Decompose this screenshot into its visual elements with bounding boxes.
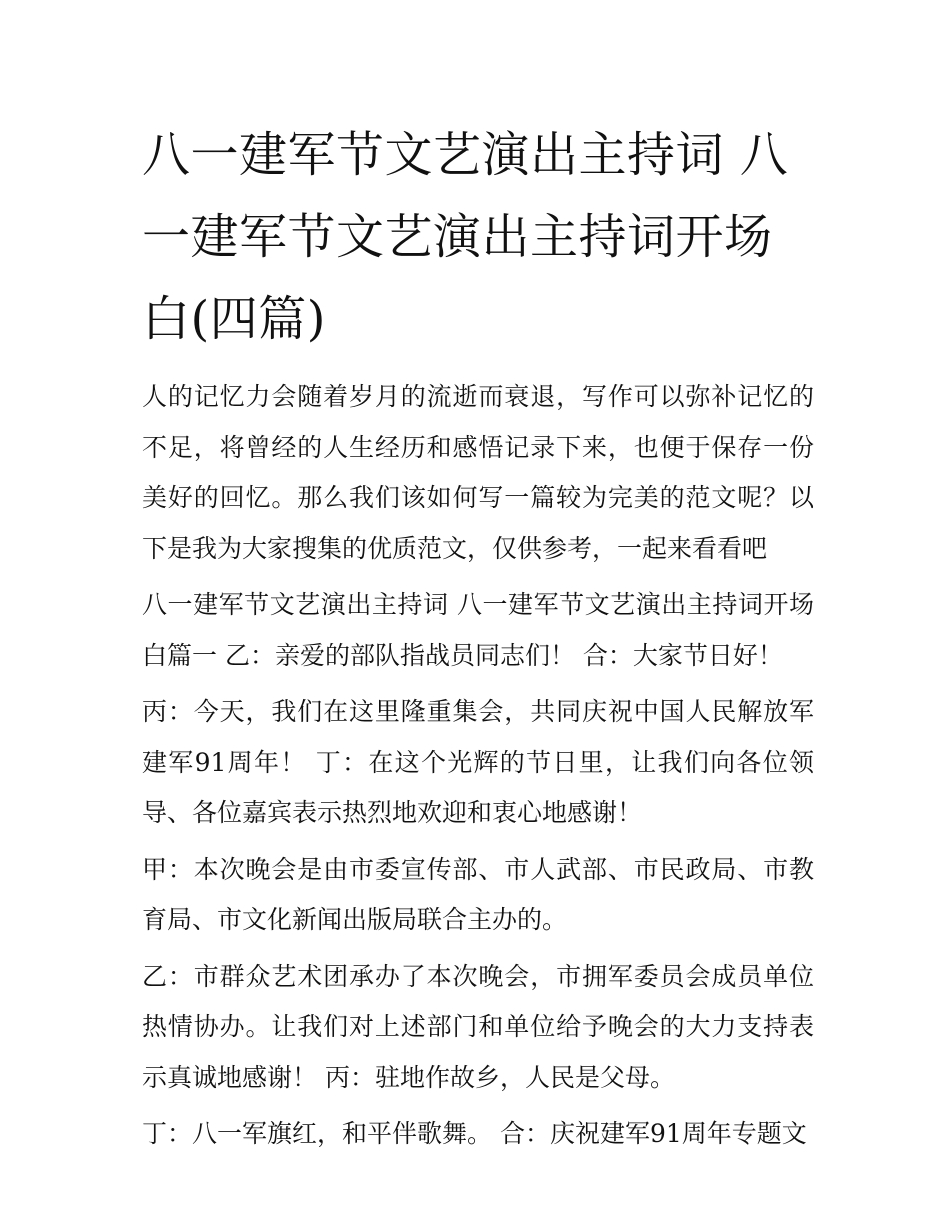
body-paragraph: 八一建军节文艺演出主持词 八一建军节文艺演出主持词开场白篇一 乙：亲爱的部队指战员同志们！ 合：大家节日好！ (142, 590, 814, 670)
document-body (142, 114, 814, 1160)
intro-paragraph: 人的记忆力会随着岁月的流逝而衰退，写作可以弥补记忆的不足，将曾经的人生经历和感悟记录下来，也便于保存一份美好的回忆。那么我们该如何写一篇较为完美的范文呢？以下是我为大家搜集的优质范文，仅供参考，一起来看看吧 (142, 382, 814, 563)
document-title: 八一建军节文艺演出主持词 八一建军节文艺演出主持词开场白(四篇) (142, 127, 789, 347)
body-paragraph: 丁：八一军旗红，和平伴歌舞。 合：庆祝建军91周年专题文 (142, 1119, 807, 1148)
body-paragraph: 丙：今天，我们在这里隆重集会，共同庆祝中国人民解放军建军91周年！ 丁：在这个光辉的节日里，让我们向各位领导、各位嘉宾表示热烈地欢迎和衷心地感谢！ (142, 697, 814, 827)
body-paragraph: 甲：本次晚会是由市委宣传部、市人武部、市民政局、市教育局、市文化新闻出版局联合主办的。 (142, 854, 814, 934)
body-paragraph: 乙：市群众艺术团承办了本次晚会，市拥军委员会成员单位热情协办。让我们对上述部门和单位给予晚会的大力支持表示真诚地感谢！ 丙：驻地作故乡，人民是父母。 (142, 961, 814, 1092)
